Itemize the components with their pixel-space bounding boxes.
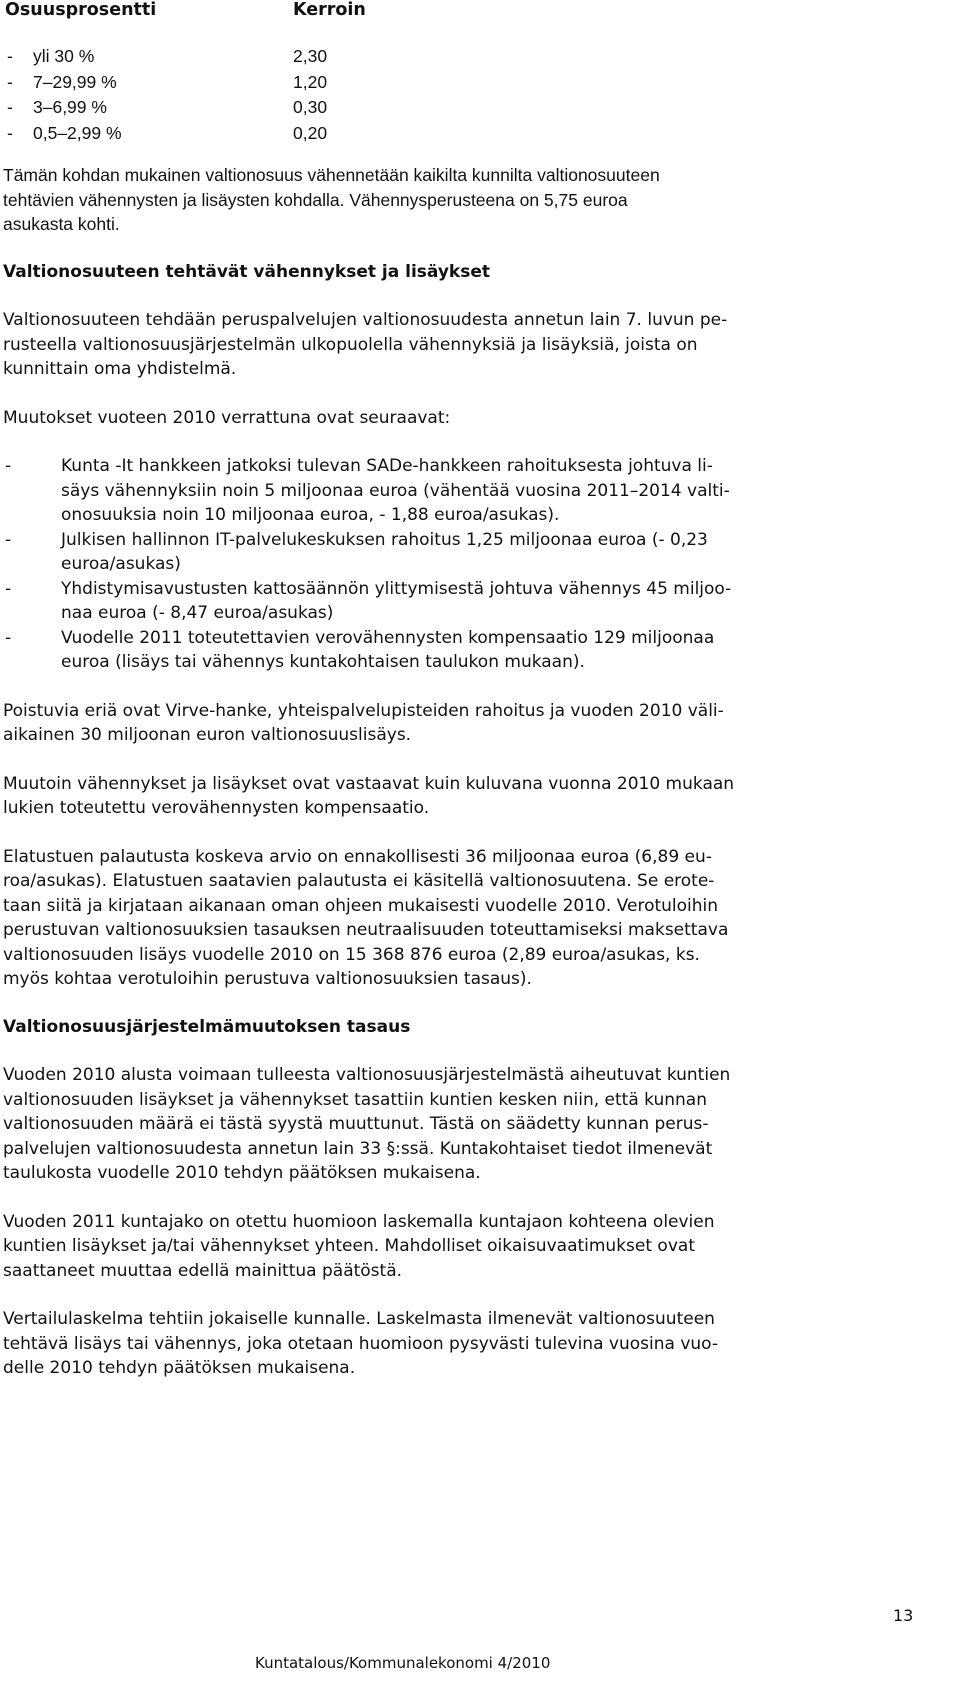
- text-line: euroa/asukas): [61, 554, 181, 574]
- row-dash: -: [7, 97, 13, 117]
- section-heading: Valtionosuuteen tehtävät vähennykset ja lisäykset: [3, 261, 490, 282]
- document-page: [3, 0, 893, 1381]
- table-row: [3, 95, 893, 121]
- text-line: naa euroa (- 8,47 euroa/asukas): [61, 603, 334, 623]
- row-factor: 0,30: [293, 97, 328, 117]
- text-line: Kunta -It hankkeen jatkoksi tulevan SADe-hankkeen rahoituksesta johtuva li-: [61, 456, 713, 476]
- text-line: palvelujen valtionosuudesta annetun lain 33 §:ssä. Kuntakohtaiset tiedot ilmenevät: [3, 1138, 713, 1159]
- text-line: Vuoden 2010 alusta voimaan tulleesta valtionosuusjärjestelmästä aiheutuvat kuntien: [3, 1065, 731, 1085]
- text-line: aikainen 30 miljoonan euron valtionosuuslisäys.: [3, 725, 412, 745]
- list-dash: -: [5, 529, 12, 550]
- text-line: tehtävien vähennysten ja lisäysten kohdalla. Vähennysperusteena on 5,75 euroa: [3, 189, 628, 210]
- page-footer: Kuntatalous/Kommunalekonomi 4/2010: [255, 1654, 551, 1672]
- table-row: [3, 70, 893, 96]
- row-range: 0,5–2,99 %: [33, 122, 122, 143]
- paragraph: [3, 845, 893, 992]
- text-line: valtionosuuden määrä ei tästä syystä muuttunut. Tästä on säädetty kunnan perus-: [3, 1114, 709, 1134]
- text-line: säys vähennyksiin noin 5 miljoonaa euroa (vähentää vuosina 2011–2014 valti-: [61, 480, 730, 501]
- text-line: taan siitä ja kirjataan aikanaan oman ohjeen mukaisesti vuodelle 2010. Verotuloihin: [3, 895, 719, 916]
- row-factor: 0,20: [293, 122, 328, 143]
- text-line: saattaneet muuttaa edellä mainittua päätöstä.: [3, 1260, 403, 1281]
- paragraph: [3, 699, 893, 748]
- list-dash: -: [5, 578, 12, 599]
- paragraph: [3, 1063, 893, 1186]
- text-line: roa/asukas). Elatustuen saatavien palautusta ei käsitellä valtionosuutena. Se erote-: [3, 871, 715, 891]
- text-line: Julkisen hallinnon IT-palvelukeskuksen rahoitus 1,25 miljoonaa euroa (- 0,23: [61, 529, 708, 550]
- list-item: [3, 528, 893, 577]
- text-line: Muutoin vähennykset ja lisäykset ovat vastaavat kuin kuluvana vuonna 2010 mukaan: [3, 773, 735, 794]
- table-header: [3, 0, 893, 40]
- text-line: euroa (lisäys tai vähennys kuntakohtaisen taulukon mukaan).: [61, 652, 585, 672]
- text-line: myös kohtaa verotuloihin perustuva valtionosuuksien tasaus).: [3, 969, 532, 989]
- row-range: 7–29,99 %: [33, 71, 117, 92]
- intro-paragraph: [3, 163, 893, 237]
- text-line: onosuuksia noin 10 miljoonaa euroa, - 1,88 euroa/asukas).: [61, 505, 560, 525]
- change-list: [3, 454, 893, 675]
- row-dash: -: [7, 71, 13, 92]
- table-header-percentage: Osuusprosentti: [5, 0, 157, 20]
- row-factor: 1,20: [293, 71, 328, 92]
- text-line: delle 2010 tehdyn päätöksen mukaisena.: [3, 1358, 356, 1378]
- paragraph: Muutokset vuoteen 2010 verrattuna ovat seuraavat:: [3, 407, 451, 428]
- text-line: valtionosuuden lisäys vuodelle 2010 on 15 368 876 euroa (2,89 euroa/asukas, ks.: [3, 944, 700, 965]
- text-line: valtionosuuden lisäykset ja vähennykset tasattiin kuntien kesken niin, että kunnan: [3, 1089, 707, 1110]
- row-dash: -: [7, 46, 13, 66]
- text-line: kunnittain oma yhdistelmä.: [3, 359, 237, 379]
- text-line: Yhdistymisavustusten kattosäännön ylittymisestä johtuva vähennys 45 miljoo-: [61, 578, 732, 599]
- text-line: Valtionosuuteen tehdään peruspalvelujen valtionosuudesta annetun lain 7. luvun pe-: [3, 310, 728, 330]
- row-dash: -: [7, 122, 13, 143]
- row-factor: 2,30: [293, 46, 328, 66]
- text-line: taulukosta vuodelle 2010 tehdyn päätöksen mukaisena.: [3, 1163, 481, 1183]
- table-row: [3, 44, 893, 70]
- paragraph: [3, 1210, 893, 1284]
- row-range: 3–6,99 %: [33, 97, 107, 117]
- text-line: Vuodelle 2011 toteutettavien verovähennysten kompensaatio 129 miljoonaa: [61, 627, 715, 648]
- text-line: Elatustuen palautusta koskeva arvio on ennakollisesti 36 miljoonaa euroa (6,89 eu-: [3, 846, 712, 867]
- text-line: Vertailulaskelma tehtiin jokaiselle kunnalle. Laskelmasta ilmenevät valtionosuuteen: [3, 1309, 715, 1329]
- table-rows: [3, 44, 893, 146]
- text-line: kuntien lisäykset ja/tai vähennykset yhteen. Mahdolliset oikaisuvaatimukset ovat: [3, 1236, 695, 1256]
- list-dash: -: [5, 627, 12, 648]
- text-line: Vuoden 2011 kuntajako on otettu huomioon laskemalla kuntajaon kohteena olevien: [3, 1211, 715, 1232]
- table-row: [3, 121, 893, 147]
- paragraph: [3, 772, 893, 821]
- section-heading: Valtionosuusjärjestelmämuutoksen tasaus: [3, 1016, 411, 1037]
- text-line: Poistuvia eriä ovat Virve-hanke, yhteispalvelupisteiden rahoitus ja vuoden 2010 väli-: [3, 700, 724, 721]
- table-header-factor: Kerroin: [293, 0, 366, 20]
- list-item: [3, 454, 893, 528]
- text-line: asukasta kohti.: [3, 214, 120, 234]
- list-item: [3, 577, 893, 626]
- page-number: 13: [893, 1606, 914, 1625]
- text-line: Tämän kohdan mukainen valtionosuus vähennetään kaikilta kunnilta valtionosuuteen: [3, 165, 660, 185]
- row-range: yli 30 %: [33, 46, 95, 66]
- list-dash: -: [5, 456, 12, 476]
- text-line: perustuvan valtionosuuksien tasauksen neutraalisuuden toteuttamiseksi maksettava: [3, 920, 729, 940]
- list-item: [3, 626, 893, 675]
- paragraph: [3, 308, 893, 382]
- text-line: rusteella valtionosuusjärjestelmän ulkopuolella vähennyksiä ja lisäyksiä, joista on: [3, 334, 698, 355]
- paragraph: [3, 1307, 893, 1381]
- text-line: tehtävä lisäys tai vähennys, joka otetaan huomioon pysyvästi tulevina vuosina vuo-: [3, 1333, 719, 1354]
- text-line: lukien toteutettu verovähennysten kompensaatio.: [3, 798, 430, 818]
